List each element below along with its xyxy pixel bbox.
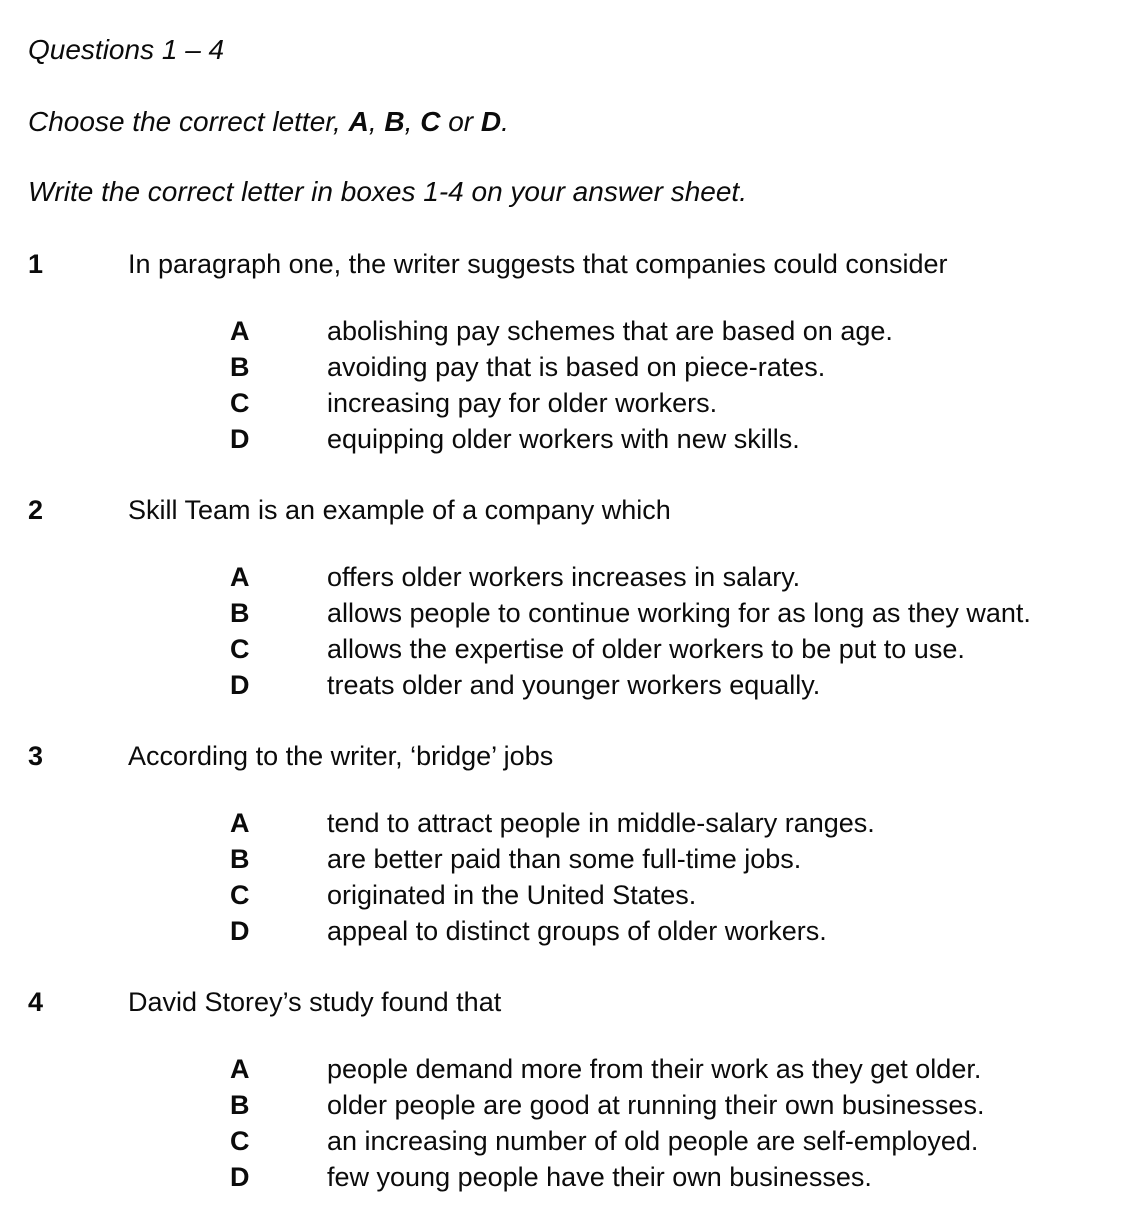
option-text: few young people have their own businesses.: [327, 1162, 872, 1192]
option-text: offers older workers increases in salary.: [327, 562, 801, 592]
question-2: [28, 493, 1129, 703]
option-text: people demand more from their work as they get older.: [327, 1054, 982, 1084]
option-row-b: [230, 1087, 1129, 1123]
option-text: are better paid than some full-time jobs.: [327, 844, 802, 874]
option-text: older people are good at running their own businesses.: [327, 1090, 985, 1120]
option-row-b: [230, 349, 1129, 385]
option-row-c: [230, 385, 1129, 421]
question-stem-row: [28, 739, 1129, 773]
choice-letter-d: D: [480, 106, 502, 137]
question-stem-row: [28, 985, 1129, 1019]
question-stem: In paragraph one, the writer suggests that companies could consider: [128, 249, 948, 279]
option-text: originated in the United States.: [327, 880, 697, 910]
option-row-a: [230, 805, 1129, 841]
option-text: treats older and younger workers equally.: [327, 670, 821, 700]
option-row-c: [230, 1123, 1129, 1159]
option-row-d: [230, 667, 1129, 703]
instruction-choose-prefix: Choose the correct letter,: [28, 106, 349, 137]
period: .: [501, 106, 509, 137]
option-letter: A: [230, 1054, 250, 1084]
option-letter: C: [230, 880, 250, 910]
option-text: allows the expertise of older workers to be put to use.: [327, 634, 965, 664]
option-row-b: [230, 841, 1129, 877]
separator: ,: [368, 106, 385, 137]
option-row-d: [230, 1159, 1129, 1195]
question-stem: According to the writer, ‘bridge’ jobs: [128, 741, 554, 771]
choice-letter-b: B: [384, 106, 405, 137]
question-4: [28, 985, 1129, 1195]
option-letter: C: [230, 388, 250, 418]
option-letter: D: [230, 670, 250, 700]
question-stem: Skill Team is an example of a company which: [128, 495, 671, 525]
option-letter: B: [230, 598, 250, 628]
question-stem-row: [28, 247, 1129, 281]
option-letter: B: [230, 844, 250, 874]
options-list: [230, 805, 1129, 949]
option-letter: D: [230, 1162, 250, 1192]
option-row-d: [230, 421, 1129, 457]
question-number: 1: [28, 249, 44, 279]
option-row-a: [230, 559, 1129, 595]
option-letter: C: [230, 1126, 250, 1156]
question-stem: David Storey’s study found that: [128, 987, 502, 1017]
option-text: increasing pay for older workers.: [327, 388, 718, 418]
option-text: an increasing number of old people are self-employed.: [327, 1126, 979, 1156]
question-number: 3: [28, 741, 44, 771]
or-text: or: [440, 106, 481, 137]
option-row-d: [230, 913, 1129, 949]
separator: ,: [404, 106, 421, 137]
options-list: [230, 559, 1129, 703]
option-letter: D: [230, 424, 250, 454]
options-list: [230, 1051, 1129, 1195]
question-number: 2: [28, 495, 44, 525]
question-3: [28, 739, 1129, 949]
options-list: [230, 313, 1129, 457]
option-letter: A: [230, 562, 250, 592]
instruction-write-letter: Write the correct letter in boxes 1-4 on your answer sheet.: [28, 176, 747, 207]
instruction-choose-letter: [28, 105, 1129, 139]
option-text: equipping older workers with new skills.: [327, 424, 800, 454]
choice-letter-a: A: [348, 106, 369, 137]
option-text: appeal to distinct groups of older workers.: [327, 916, 827, 946]
option-text: tend to attract people in middle-salary ranges.: [327, 808, 875, 838]
option-letter: B: [230, 1090, 250, 1120]
option-text: abolishing pay schemes that are based on age.: [327, 316, 893, 346]
choice-letter-c: C: [420, 106, 441, 137]
option-row-c: [230, 877, 1129, 913]
option-letter: A: [230, 808, 250, 838]
option-letter: C: [230, 634, 250, 664]
option-text: allows people to continue working for as long as they want.: [327, 598, 1031, 628]
option-text: avoiding pay that is based on piece-rates.: [327, 352, 826, 382]
question-stem-row: [28, 493, 1129, 527]
option-letter: D: [230, 916, 250, 946]
option-row-b: [230, 595, 1129, 631]
question-1: [28, 247, 1129, 457]
option-row-c: [230, 631, 1129, 667]
option-row-a: [230, 1051, 1129, 1087]
questions-range-title: Questions 1 – 4: [28, 34, 225, 65]
question-number: 4: [28, 987, 44, 1017]
option-letter: B: [230, 352, 250, 382]
option-letter: A: [230, 316, 250, 346]
option-row-a: [230, 313, 1129, 349]
